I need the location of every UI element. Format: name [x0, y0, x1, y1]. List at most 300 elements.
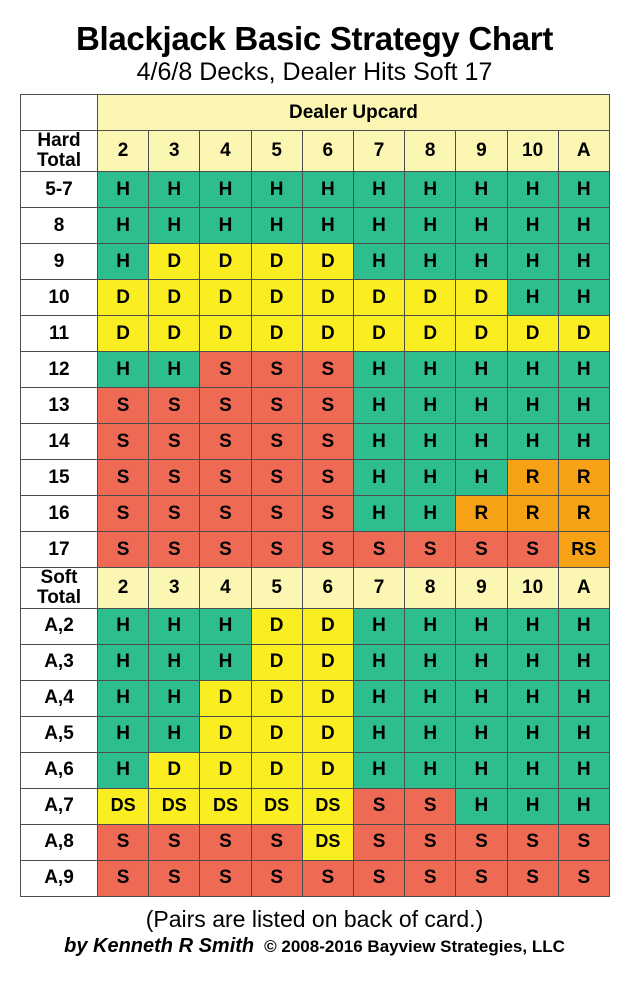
cell-action: H	[576, 615, 591, 637]
cell-action: S	[116, 538, 130, 560]
cell-13-vs-9	[456, 388, 507, 424]
cell-action: DS	[315, 831, 341, 852]
cell-16-vs-A	[558, 496, 609, 532]
cell-action: H	[167, 651, 182, 673]
cell-15-vs-8	[405, 460, 456, 496]
cell-action: H	[372, 759, 386, 781]
upcard-header-A: A	[558, 131, 609, 172]
cell-action: S	[116, 430, 130, 452]
row-label-A,7: A,7	[21, 788, 98, 824]
cell-8-vs-9	[456, 208, 507, 244]
cell-A,4-vs-5	[251, 680, 302, 716]
cell-action: H	[116, 615, 130, 637]
cell-9-vs-3	[149, 244, 200, 280]
cell-A,6-vs-6	[302, 752, 353, 788]
page-subtitle: 4/6/8 Decks, Dealer Hits Soft 17	[136, 57, 493, 86]
cell-A,3-vs-10	[507, 644, 558, 680]
cell-14-vs-A	[558, 424, 609, 460]
cell-action: H	[474, 466, 489, 488]
cell-action: S	[526, 867, 539, 889]
cell-13-vs-7	[353, 388, 404, 424]
cell-action: H	[525, 286, 540, 308]
cell-A,9-vs-8	[405, 860, 456, 896]
cell-action: H	[372, 358, 386, 380]
cell-action: H	[474, 430, 489, 452]
upcard-header-4: 4	[200, 131, 251, 172]
row-label-5-7: 5-7	[21, 172, 98, 208]
cell-action: H	[474, 615, 489, 637]
cell-action: H	[116, 651, 130, 673]
cell-action: H	[423, 250, 438, 272]
cell-action: S	[116, 502, 130, 524]
table-row	[21, 172, 610, 208]
cell-action: H	[474, 178, 489, 200]
upcard-header-6: 6	[302, 131, 353, 172]
cell-A,7-vs-3	[149, 788, 200, 824]
cell-16-vs-5	[251, 496, 302, 532]
cell-action: H	[576, 394, 591, 416]
cell-action: S	[423, 538, 437, 560]
cell-13-vs-8	[405, 388, 456, 424]
cell-A,6-vs-2	[98, 752, 149, 788]
cell-A,8-vs-10	[507, 824, 558, 860]
cell-action: H	[269, 214, 284, 236]
cell-A,6-vs-7	[353, 752, 404, 788]
table-row	[21, 608, 610, 644]
cell-A,7-vs-10	[507, 788, 558, 824]
cell-action: D	[269, 250, 284, 272]
cell-13-vs-4	[200, 388, 251, 424]
cell-14-vs-10	[507, 424, 558, 460]
cell-action: D	[474, 322, 489, 344]
cell-A,5-vs-6	[302, 716, 353, 752]
table-row	[21, 644, 610, 680]
cell-A,4-vs-4	[200, 680, 251, 716]
cell-A,4-vs-A	[558, 680, 609, 716]
cell-action: H	[218, 214, 233, 236]
cell-action: H	[218, 178, 233, 200]
cell-action: H	[525, 615, 540, 637]
cell-15-vs-7	[353, 460, 404, 496]
cell-action: H	[525, 795, 540, 817]
cell-A,7-vs-9	[456, 788, 507, 824]
cell-11-vs-5	[251, 316, 302, 352]
cell-9-vs-10	[507, 244, 558, 280]
cell-action: H	[525, 250, 540, 272]
cell-action: S	[270, 831, 283, 853]
cell-A,5-vs-8	[405, 716, 456, 752]
cell-action: D	[474, 286, 489, 308]
cell-A,7-vs-7	[353, 788, 404, 824]
cell-action: D	[423, 286, 438, 308]
row-label-9: 9	[21, 244, 98, 280]
cell-15-vs-5	[251, 460, 302, 496]
cell-action: D	[218, 322, 233, 344]
cell-action: S	[219, 538, 232, 560]
table-corner-cell	[21, 95, 98, 131]
cell-A,5-vs-10	[507, 716, 558, 752]
cell-A,8-vs-4	[200, 824, 251, 860]
cell-action: S	[577, 867, 591, 889]
cell-action: D	[218, 687, 233, 709]
cell-17-vs-6	[302, 532, 353, 568]
cell-11-vs-9	[456, 316, 507, 352]
table-row	[21, 316, 610, 352]
cell-10-vs-3	[149, 280, 200, 316]
cell-action: D	[525, 322, 540, 344]
cell-action: H	[269, 178, 284, 200]
cell-A,2-vs-5	[251, 608, 302, 644]
row-label-A,3: A,3	[21, 644, 98, 680]
cell-A,2-vs-A	[558, 608, 609, 644]
cell-action: H	[167, 214, 182, 236]
cell-A,6-vs-5	[251, 752, 302, 788]
cell-action: S	[321, 538, 335, 560]
cell-12-vs-8	[405, 352, 456, 388]
cell-A,2-vs-6	[302, 608, 353, 644]
cell-action: S	[321, 430, 335, 452]
cell-action: S	[372, 831, 386, 853]
cell-A,3-vs-2	[98, 644, 149, 680]
cell-action: H	[576, 430, 591, 452]
cell-action: D	[269, 322, 284, 344]
cell-action: D	[269, 651, 284, 673]
cell-action: H	[576, 651, 591, 673]
upcard-header-10: 10	[507, 568, 558, 609]
cell-action: H	[372, 466, 386, 488]
cell-action: H	[372, 178, 386, 200]
cell-action: H	[525, 759, 540, 781]
table-row	[21, 280, 610, 316]
cell-action: H	[423, 430, 438, 452]
credit-line	[20, 935, 609, 958]
cell-A,9-vs-A	[558, 860, 609, 896]
table-row	[21, 424, 610, 460]
cell-A,3-vs-8	[405, 644, 456, 680]
cell-13-vs-3	[149, 388, 200, 424]
cell-A,3-vs-7	[353, 644, 404, 680]
cell-action: D	[218, 286, 233, 308]
soft-header-row	[21, 568, 610, 609]
upcard-header-8: 8	[405, 568, 456, 609]
cell-A,8-vs-8	[405, 824, 456, 860]
cell-A,9-vs-5	[251, 860, 302, 896]
cell-A,7-vs-4	[200, 788, 251, 824]
cell-5-7-vs-2	[98, 172, 149, 208]
cell-A,4-vs-7	[353, 680, 404, 716]
cell-A,9-vs-6	[302, 860, 353, 896]
row-label-A,5: A,5	[21, 716, 98, 752]
table-row	[21, 680, 610, 716]
cell-A,8-vs-3	[149, 824, 200, 860]
cell-16-vs-10	[507, 496, 558, 532]
cell-action: H	[167, 178, 182, 200]
cell-action: D	[320, 651, 335, 673]
cell-A,7-vs-5	[251, 788, 302, 824]
cell-11-vs-8	[405, 316, 456, 352]
cell-A,8-vs-5	[251, 824, 302, 860]
cell-8-vs-8	[405, 208, 456, 244]
cell-11-vs-2	[98, 316, 149, 352]
row-label-A,8: A,8	[21, 824, 98, 860]
cell-9-vs-A	[558, 244, 609, 280]
cell-action: S	[270, 430, 283, 452]
cell-A,6-vs-A	[558, 752, 609, 788]
cell-8-vs-3	[149, 208, 200, 244]
cell-action: H	[525, 358, 540, 380]
cell-15-vs-3	[149, 460, 200, 496]
cell-8-vs-6	[302, 208, 353, 244]
cell-action: H	[218, 615, 233, 637]
cell-action: H	[372, 214, 386, 236]
cell-action: DS	[161, 795, 187, 816]
cell-action: S	[270, 394, 283, 416]
cell-action: S	[475, 831, 488, 853]
cell-A,2-vs-7	[353, 608, 404, 644]
cell-5-7-vs-9	[456, 172, 507, 208]
cell-action: D	[269, 687, 284, 709]
cell-A,2-vs-9	[456, 608, 507, 644]
strategy-table	[20, 94, 610, 897]
row-label-A,9: A,9	[21, 860, 98, 896]
cell-A,9-vs-9	[456, 860, 507, 896]
table-row	[21, 716, 610, 752]
cell-action: H	[576, 286, 591, 308]
cell-A,4-vs-6	[302, 680, 353, 716]
row-label-16: 16	[21, 496, 98, 532]
cell-A,3-vs-4	[200, 644, 251, 680]
cell-A,3-vs-A	[558, 644, 609, 680]
cell-action: S	[167, 502, 181, 524]
cell-8-vs-2	[98, 208, 149, 244]
cell-16-vs-9	[456, 496, 507, 532]
cell-action: S	[423, 795, 437, 817]
upcard-header-10: 10	[507, 131, 558, 172]
cell-action: S	[372, 538, 386, 560]
row-label-14: 14	[21, 424, 98, 460]
cell-5-7-vs-3	[149, 172, 200, 208]
cell-11-vs-A	[558, 316, 609, 352]
cell-17-vs-10	[507, 532, 558, 568]
cell-16-vs-7	[353, 496, 404, 532]
cell-A,9-vs-3	[149, 860, 200, 896]
cell-action: H	[423, 615, 438, 637]
cell-action: H	[525, 178, 540, 200]
soft-total-label-line2: Total	[37, 586, 81, 608]
cell-13-vs-A	[558, 388, 609, 424]
cell-15-vs-6	[302, 460, 353, 496]
cell-12-vs-5	[251, 352, 302, 388]
upcard-header-2: 2	[98, 568, 149, 609]
cell-action: S	[270, 466, 283, 488]
cell-action: H	[474, 214, 489, 236]
cell-action: D	[372, 286, 386, 308]
cell-action: H	[423, 358, 438, 380]
cell-8-vs-7	[353, 208, 404, 244]
cell-A,6-vs-8	[405, 752, 456, 788]
soft-total-label	[21, 568, 98, 609]
cell-action: D	[167, 250, 182, 272]
cell-action: D	[320, 723, 335, 745]
cell-action: S	[116, 394, 130, 416]
cell-17-vs-5	[251, 532, 302, 568]
cell-A,7-vs-2	[98, 788, 149, 824]
cell-action: H	[474, 795, 489, 817]
cell-action: S	[526, 831, 539, 853]
upcard-header-9: 9	[456, 131, 507, 172]
cell-action: DS	[212, 795, 238, 816]
cell-action: H	[372, 430, 386, 452]
cell-9-vs-9	[456, 244, 507, 280]
cell-10-vs-2	[98, 280, 149, 316]
upcard-header-A: A	[558, 568, 609, 609]
dealer-upcard-banner: Dealer Upcard	[98, 95, 610, 131]
cell-action: S	[475, 867, 488, 889]
cell-action: D	[116, 322, 130, 344]
cell-action: S	[423, 831, 437, 853]
table-row	[21, 244, 610, 280]
cell-A,4-vs-2	[98, 680, 149, 716]
cell-10-vs-7	[353, 280, 404, 316]
cell-16-vs-3	[149, 496, 200, 532]
cell-A,6-vs-9	[456, 752, 507, 788]
page-title: Blackjack Basic Strategy Chart	[75, 20, 554, 57]
table-row	[21, 788, 610, 824]
row-label-10: 10	[21, 280, 98, 316]
cell-8-vs-A	[558, 208, 609, 244]
cell-A,7-vs-A	[558, 788, 609, 824]
cell-12-vs-4	[200, 352, 251, 388]
cell-14-vs-5	[251, 424, 302, 460]
cell-action: H	[474, 394, 489, 416]
cell-action: H	[423, 466, 438, 488]
upcard-header-5: 5	[251, 568, 302, 609]
cell-action: R	[525, 466, 540, 488]
cell-A,9-vs-2	[98, 860, 149, 896]
cell-5-7-vs-7	[353, 172, 404, 208]
cell-action: H	[576, 358, 591, 380]
cell-action: H	[576, 250, 591, 272]
cell-action: S	[167, 466, 181, 488]
cell-action: S	[321, 358, 335, 380]
cell-action: H	[576, 214, 591, 236]
cell-A,3-vs-6	[302, 644, 353, 680]
cell-action: H	[372, 723, 386, 745]
cell-5-7-vs-A	[558, 172, 609, 208]
cell-action: S	[116, 867, 130, 889]
cell-action: D	[576, 322, 591, 344]
cell-8-vs-5	[251, 208, 302, 244]
row-label-A,2: A,2	[21, 608, 98, 644]
cell-9-vs-8	[405, 244, 456, 280]
cell-action: H	[116, 759, 130, 781]
upcard-header-7: 7	[353, 568, 404, 609]
table-row	[21, 752, 610, 788]
cell-14-vs-2	[98, 424, 149, 460]
cell-action: R	[576, 502, 591, 524]
hard-total-label-line2: Total	[37, 150, 81, 172]
cell-action: D	[167, 759, 182, 781]
cell-action: H	[474, 651, 489, 673]
cell-A,5-vs-9	[456, 716, 507, 752]
cell-17-vs-3	[149, 532, 200, 568]
cell-16-vs-4	[200, 496, 251, 532]
cell-action: D	[116, 286, 130, 308]
cell-A,2-vs-3	[149, 608, 200, 644]
cell-action: D	[218, 759, 233, 781]
cell-action: D	[167, 286, 182, 308]
upcard-header-5: 5	[251, 131, 302, 172]
cell-action: H	[116, 687, 130, 709]
cell-11-vs-4	[200, 316, 251, 352]
upcard-header-3: 3	[149, 131, 200, 172]
cell-12-vs-2	[98, 352, 149, 388]
cell-action: D	[269, 759, 284, 781]
cell-action: DS	[264, 795, 290, 816]
cell-12-vs-A	[558, 352, 609, 388]
cell-action: H	[320, 214, 335, 236]
cell-action: H	[525, 394, 540, 416]
cell-A,5-vs-5	[251, 716, 302, 752]
cell-action: S	[219, 867, 232, 889]
cell-action: H	[423, 687, 438, 709]
upcard-header-8: 8	[405, 131, 456, 172]
upcard-header-9: 9	[456, 568, 507, 609]
cell-action: H	[474, 358, 489, 380]
cell-action: S	[219, 430, 232, 452]
cell-action: H	[423, 723, 438, 745]
cell-action: S	[270, 358, 283, 380]
cell-16-vs-8	[405, 496, 456, 532]
table-row	[21, 860, 610, 896]
cell-action: DS	[110, 795, 136, 816]
cell-action: RS	[571, 538, 597, 559]
cell-action: D	[320, 687, 335, 709]
cell-12-vs-9	[456, 352, 507, 388]
cell-action: S	[167, 867, 181, 889]
cell-5-7-vs-6	[302, 172, 353, 208]
cell-12-vs-10	[507, 352, 558, 388]
cell-action: H	[372, 651, 386, 673]
cell-9-vs-6	[302, 244, 353, 280]
cell-11-vs-10	[507, 316, 558, 352]
cell-action: S	[526, 538, 539, 560]
upcard-header-2: 2	[98, 131, 149, 172]
pairs-note: (Pairs are listed on back of card.)	[145, 905, 484, 932]
cell-action: H	[525, 214, 540, 236]
cell-11-vs-3	[149, 316, 200, 352]
cell-action: H	[218, 651, 233, 673]
cell-action: S	[321, 394, 335, 416]
cell-A,4-vs-9	[456, 680, 507, 716]
cell-action: S	[321, 466, 335, 488]
cell-A,6-vs-4	[200, 752, 251, 788]
table-row	[21, 352, 610, 388]
cell-A,3-vs-3	[149, 644, 200, 680]
cell-action: H	[423, 759, 438, 781]
cell-action: H	[116, 250, 130, 272]
row-label-8: 8	[21, 208, 98, 244]
cell-15-vs-10	[507, 460, 558, 496]
cell-A,8-vs-2	[98, 824, 149, 860]
cell-action: S	[167, 538, 181, 560]
table-row	[21, 388, 610, 424]
cell-action: H	[116, 358, 130, 380]
cell-A,5-vs-2	[98, 716, 149, 752]
upcard-header-4: 4	[200, 568, 251, 609]
cell-A,6-vs-10	[507, 752, 558, 788]
cell-17-vs-7	[353, 532, 404, 568]
